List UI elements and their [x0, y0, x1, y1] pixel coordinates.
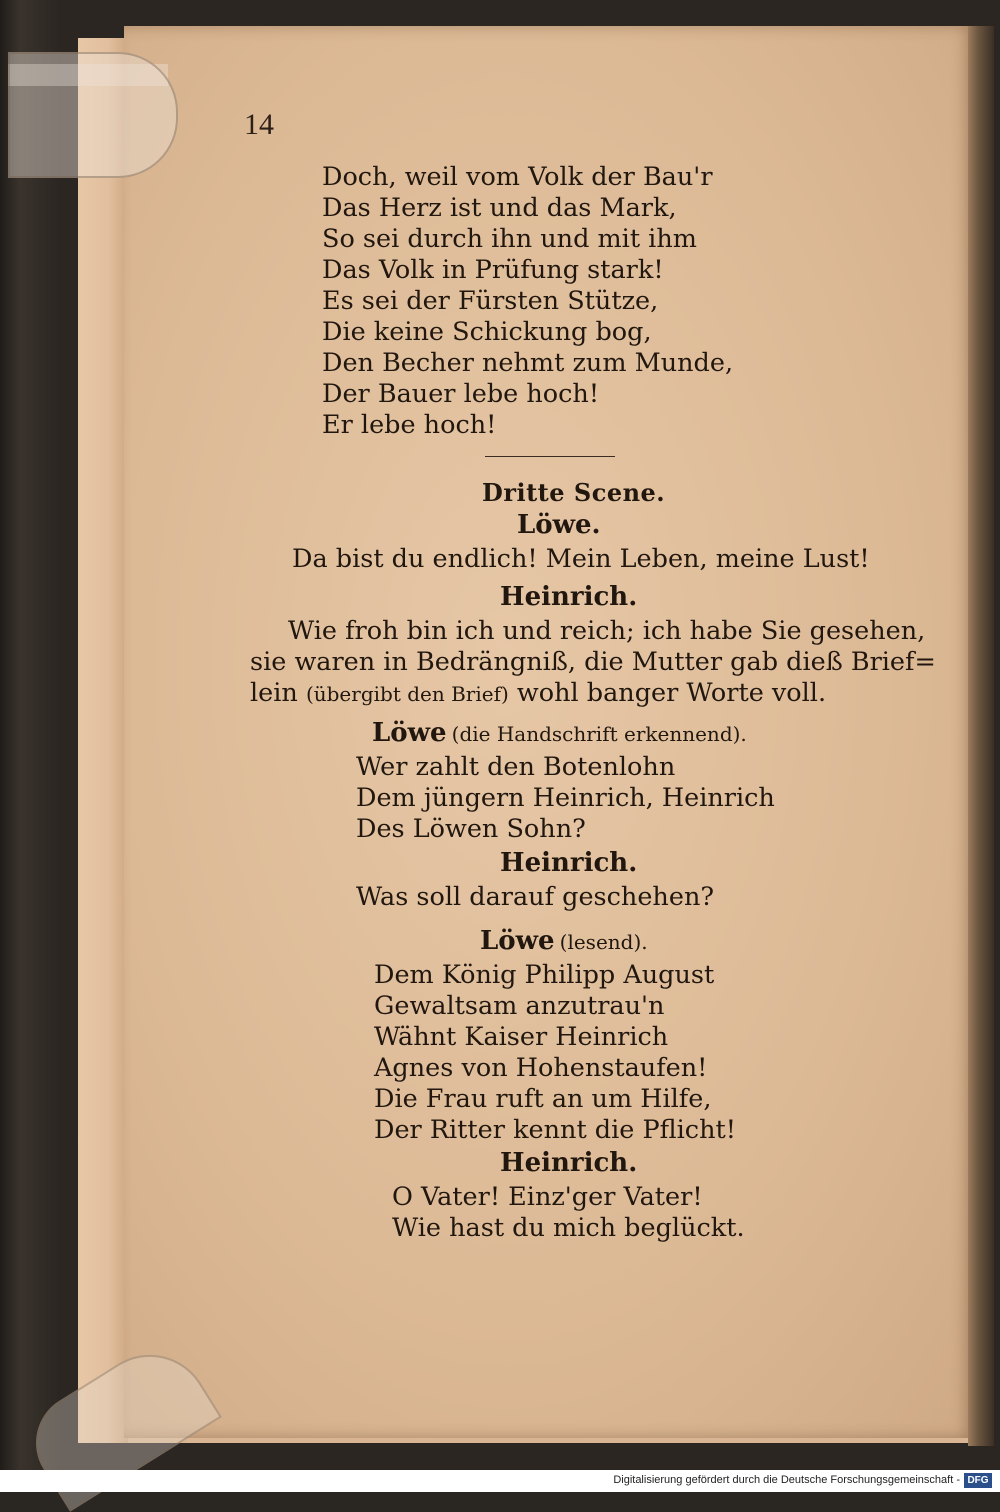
speaker-name: Löwe [372, 718, 447, 748]
dialogue-line-start: lein [250, 678, 298, 708]
dialogue-block [356, 752, 775, 845]
verse-line: Das Herz ist und das Mark, [322, 193, 677, 223]
dialogue-line: Die Frau ruft an um Hilfe, [374, 1084, 712, 1114]
section-divider [485, 456, 615, 457]
scene-title: Dritte Scene. [482, 478, 666, 507]
dialogue-line: Dem König Philipp August [374, 960, 715, 990]
dialogue-line: Wie froh bin ich und reich; ich habe Sie gesehen, [288, 616, 926, 646]
dialogue-line: Dem jüngern Heinrich, Heinrich [356, 783, 775, 813]
verse-line: Doch, weil vom Volk der Bau'r [322, 162, 713, 192]
dialogue-line: Was soll darauf geschehen? [356, 882, 715, 912]
dialogue-line-end: wohl banger Worte voll. [516, 678, 827, 708]
dialogue-line [250, 678, 936, 710]
page-clip-top [8, 52, 178, 178]
dialogue-line: O Vater! Einz'ger Vater! [392, 1182, 703, 1212]
speaker-name: Heinrich. [500, 848, 638, 878]
dialogue-line: Wie hast du mich beglückt. [392, 1213, 745, 1243]
dialogue-block [374, 960, 736, 1146]
dialogue-line: Da bist du endlich! Mein Leben, meine Lust! [292, 544, 870, 574]
dialogue-line: Wähnt Kaiser Heinrich [374, 1022, 669, 1052]
verse-line: Es sei der Fürsten Stütze, [322, 286, 659, 316]
verse-line: So sei durch ihn und mit ihm [322, 224, 697, 254]
page-number: 14 [244, 108, 274, 141]
dialogue-line: Gewaltsam anzutrau'n [374, 991, 665, 1021]
dialogue-line: Des Löwen Sohn? [356, 814, 586, 844]
stage-direction: (die Handschrift erkennend). [451, 722, 747, 746]
funding-credit: Digitalisierung gefördert durch die Deutsche Forschungsgemeinschaft - [613, 1474, 960, 1486]
dialogue-block [250, 616, 936, 710]
verse-line: Das Volk in Prüfung stark! [322, 255, 664, 285]
dfg-logo: DFG [964, 1473, 992, 1488]
verse-line: Den Becher nehmt zum Munde, [322, 348, 734, 378]
speaker-name: Heinrich. [500, 582, 638, 612]
verse-line: Der Bauer lebe hoch! [322, 379, 600, 409]
verse-line: Er lebe hoch! [322, 410, 497, 440]
dialogue-line: sie waren in Bedrängniß, die Mutter gab dieß Brief= [250, 647, 936, 677]
verse-stanza [322, 162, 733, 441]
page-stack-edge [78, 38, 128, 1443]
speaker-with-direction [480, 926, 648, 956]
dialogue-line: Der Ritter kennt die Pflicht! [374, 1115, 737, 1145]
verse-line: Die keine Schickung bog, [322, 317, 652, 347]
stage-direction: (übergibt den Brief) [305, 682, 509, 706]
speaker-name: Löwe. [517, 510, 601, 540]
speaker-with-direction [372, 718, 747, 748]
stage-direction: (lesend). [559, 930, 648, 954]
footer-bar [0, 1470, 1000, 1492]
speaker-name: Löwe [480, 926, 555, 956]
dialogue-line: Wer zahlt den Botenlohn [356, 752, 676, 782]
speaker-name: Heinrich. [500, 1148, 638, 1178]
book-spine-edge [968, 26, 994, 1446]
dialogue-line: Agnes von Hohenstaufen! [374, 1053, 708, 1083]
dialogue-block [392, 1182, 745, 1244]
